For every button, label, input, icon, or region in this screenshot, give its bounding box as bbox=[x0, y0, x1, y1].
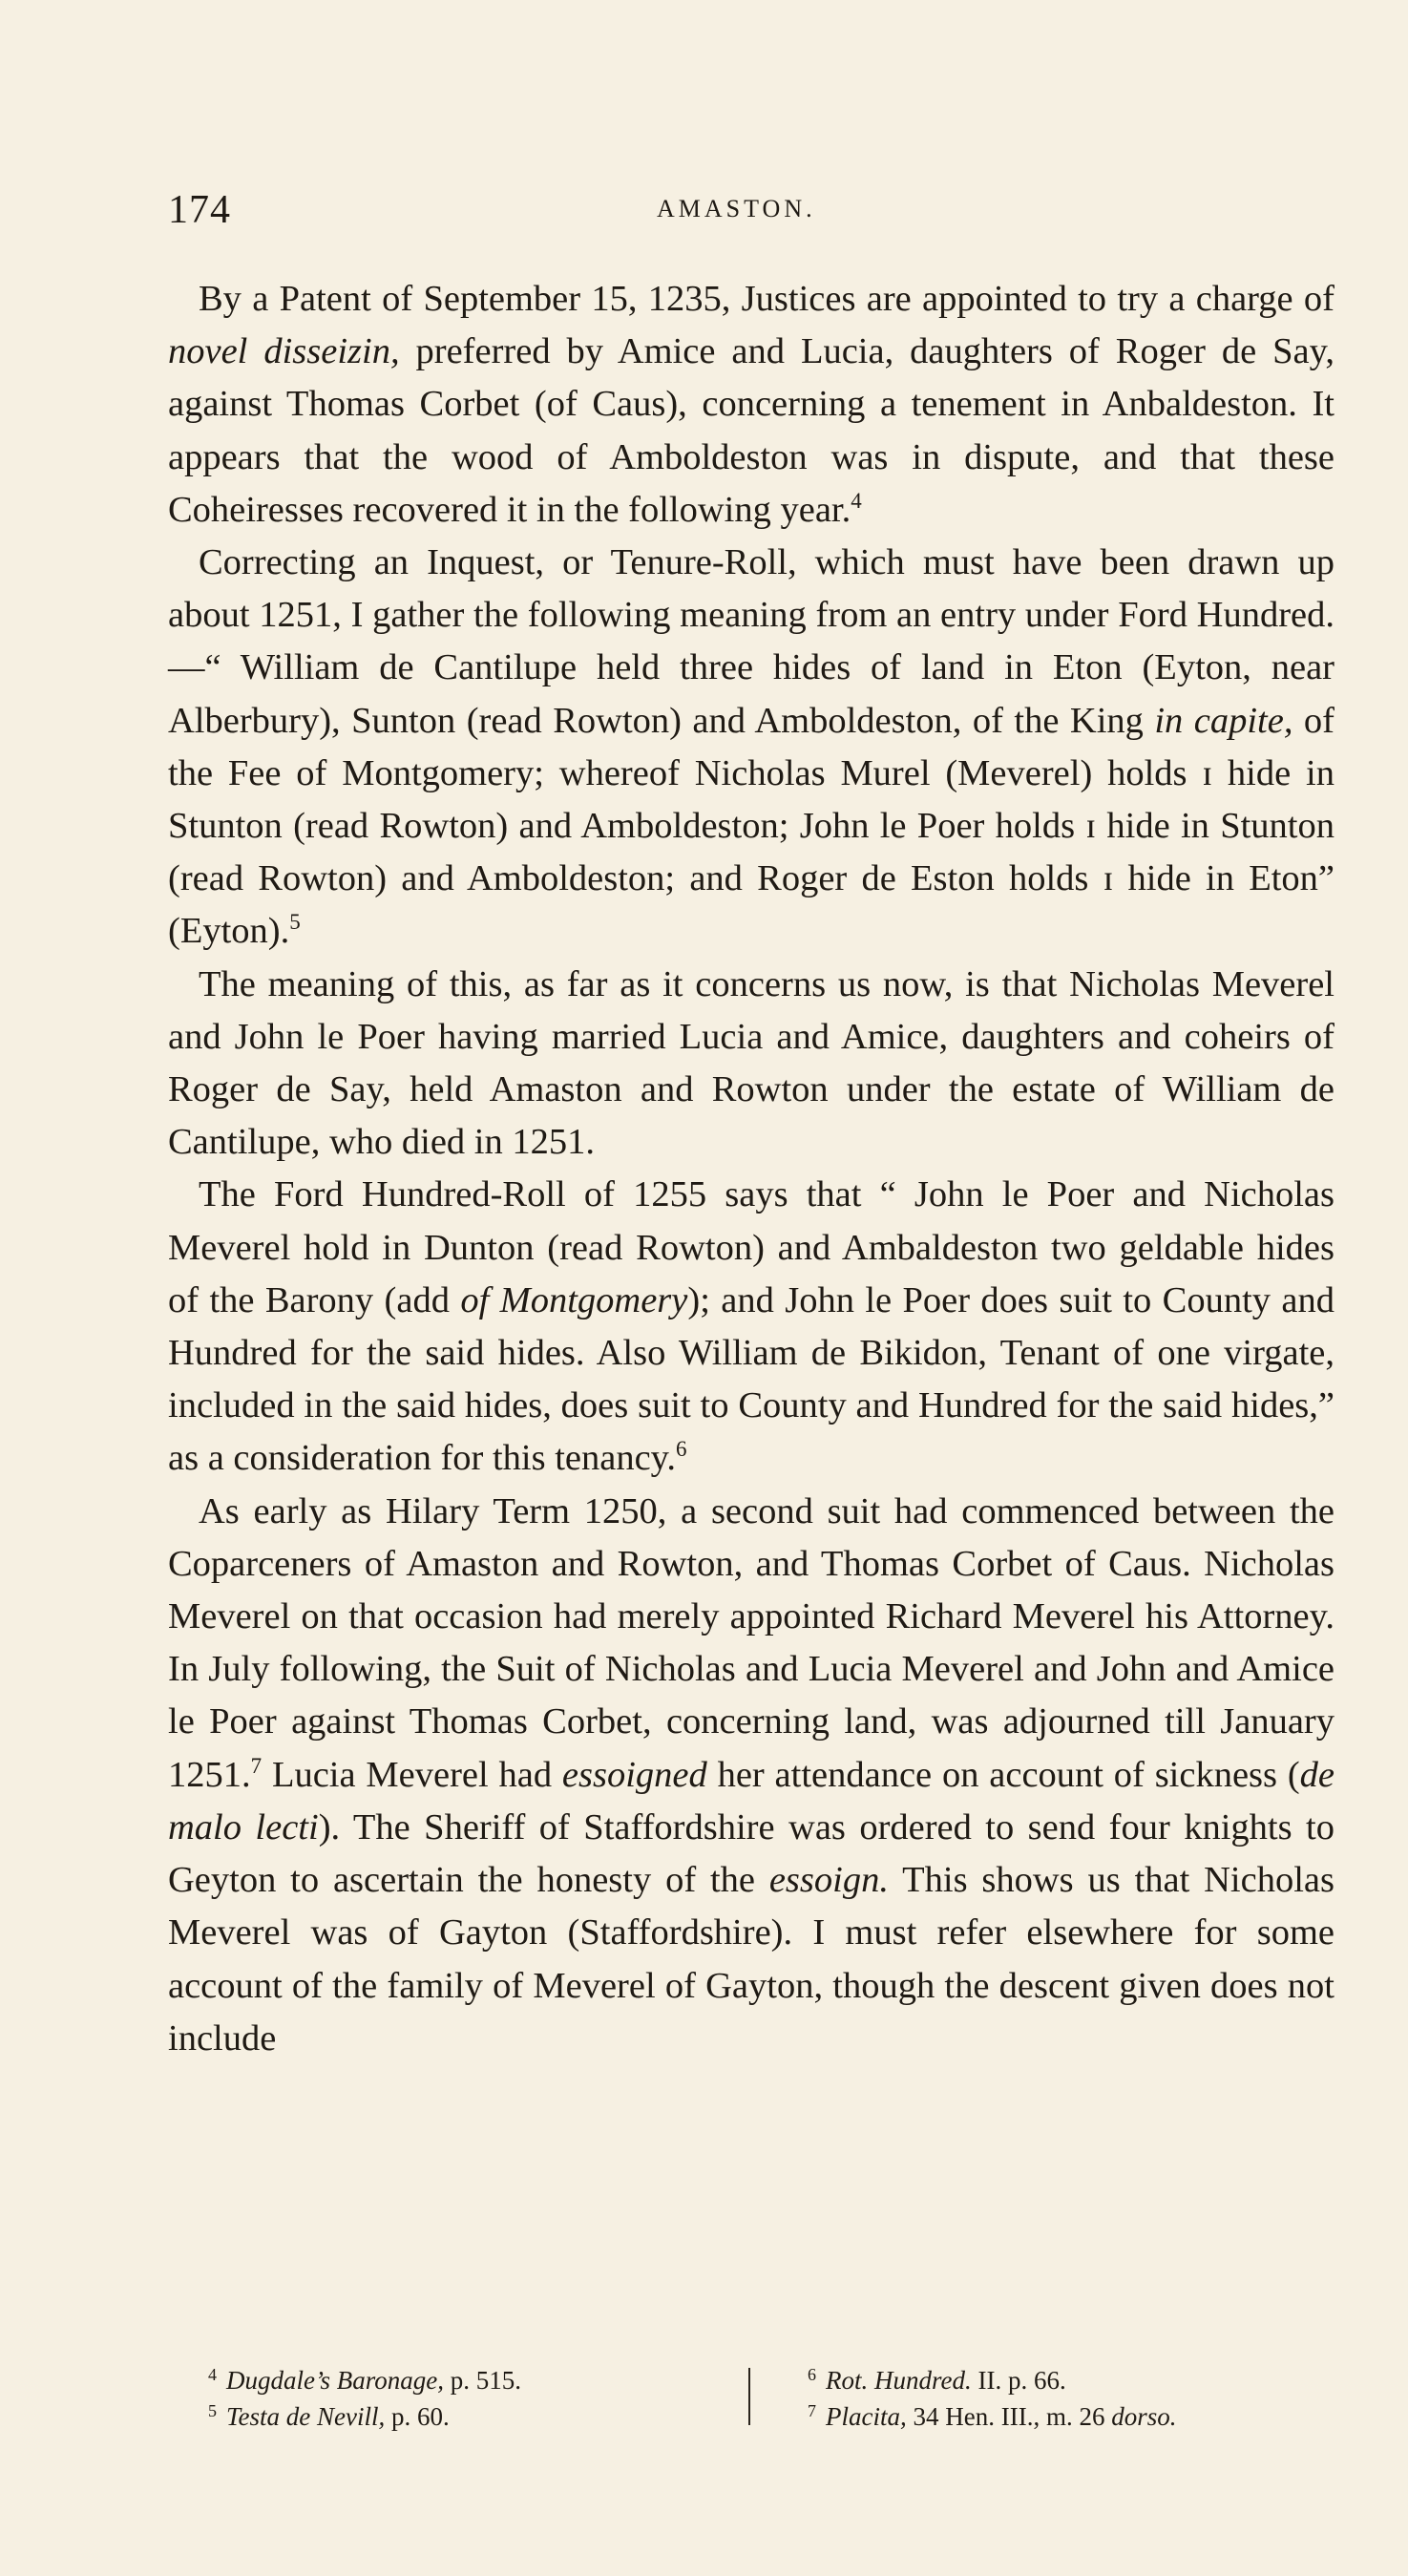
footnote-4 bbox=[208, 2362, 743, 2398]
paragraph-text: Correcting an Inquest, or Tenure-Roll, which must have been drawn up about 1251, I gather the following meaning from an entry under Ford Hundred.—“ William de Cantilupe held three hides of land in Eton (Eyton, near Alberbury), Sunton (read Rowton) and Amboldeston, of the King bbox=[168, 542, 1334, 741]
page-number: 174 bbox=[168, 188, 231, 232]
footnote-7 bbox=[808, 2398, 1342, 2435]
paragraph-text: Lucia Meverel had bbox=[262, 1754, 562, 1795]
footnote-reference: 5 bbox=[289, 910, 301, 935]
footnote-column-divider bbox=[748, 2368, 750, 2425]
paragraph-text: of the Fee of Montgomery; whereof Nicholas Murel (Meverel) holds ɪ hide in Stunton (read Rowton) and Amboldeston; John le Poer holds ɪ hide in Stunton (read Rowton) and Amboldeston; and Roger de Eston holds ɪ hide in Eton” (Eyton). bbox=[168, 700, 1334, 952]
footnote-source-title: Testa de Nevill, bbox=[226, 2402, 386, 2431]
paragraph-text: The Ford Hundred-Roll of 1255 says that “ John le Poer and Nicholas Meverel hold in Dunton (read Rowton) and Ambaldeston two geldable hides of the Barony (add bbox=[168, 1174, 1334, 1320]
italic-term: essoigned bbox=[561, 1754, 707, 1795]
footnote-reference: 4 bbox=[851, 488, 862, 513]
paragraph-5 bbox=[168, 1486, 1334, 2065]
paragraph-text: ); and John le Poer does suit to County and Hundred for the said hides. Also William de Bikidon, Tenant of one virgate, included in the said hides, does suit to County and Hundred for the said hides,” as a consideration for this tenancy. bbox=[168, 1279, 1334, 1479]
paragraph-4 bbox=[168, 1169, 1334, 1485]
italic-term: de malo lecti bbox=[168, 1754, 1334, 1848]
footnote-citation: II. p. 66. bbox=[971, 2366, 1066, 2395]
paragraph-text: As early as Hilary Term 1250, a second suit had commenced between the Coparceners of Amaston and Rowton, and Thomas Corbet of Caus. Nicholas Meverel on that occasion had merely appointed Richard Meverel his Attorney. In July following, the Suit of Nicholas and Lucia Meverel and John and Amice le Poer against Thomas Corbet, concerning land, was adjourned till January 1251. bbox=[168, 1490, 1334, 1795]
footnote-source-title: Placita, bbox=[826, 2402, 907, 2431]
footnote-reference: 7 bbox=[250, 1753, 263, 1778]
footnote-reference: 6 bbox=[676, 1437, 687, 1462]
paragraph-2 bbox=[168, 537, 1334, 959]
footnote-mark: 6 bbox=[808, 2365, 816, 2384]
italic-term: essoign. bbox=[768, 1860, 889, 1901]
paragraph-text: The meaning of this, as far as it concerns us now, is that Nicholas Meverel and John le Poer having married Lucia and Amice, daughters and coheirs of Roger de Say, held Amaston and Rowton under the estate of William de Cantilupe, who died in 1251. bbox=[168, 963, 1334, 1163]
running-title: AMASTON. bbox=[657, 195, 816, 222]
footnote-source-title: Dugdale’s Baronage, bbox=[226, 2366, 444, 2395]
paragraph-text: her attendance on account of sickness ( bbox=[706, 1754, 1300, 1795]
footnote-citation: 34 Hen. III., m. 26 bbox=[906, 2402, 1112, 2431]
body-text bbox=[168, 273, 1334, 2065]
italic-term: novel disseizin, bbox=[168, 331, 400, 372]
footnote-mark: 5 bbox=[208, 2401, 217, 2420]
footnotes bbox=[208, 2362, 1315, 2439]
paragraph-text: preferred by Amice and Lucia, daughters of Roger de Say, against Thomas Corbet (of Caus), concerning a tenement in Anbaldeston. It appears that the wood of Amboldeston was in dispute, and that these Coheiresses recovered it in the following year. bbox=[168, 331, 1335, 530]
italic-term: of Montgomery bbox=[460, 1279, 688, 1320]
footnote-source-title: Rot. Hundred. bbox=[826, 2366, 972, 2395]
paragraph-text: ). The Sheriff of Staffordshire was ordered to send four knights to Geyton to ascertain the honesty of the bbox=[168, 1806, 1334, 1901]
footnote-citation: p. 515. bbox=[443, 2366, 521, 2395]
paragraph-3 bbox=[168, 959, 1334, 1170]
footnote-citation: p. 60. bbox=[385, 2402, 450, 2431]
footnote-mark: 7 bbox=[808, 2401, 816, 2420]
paragraph-text: By a Patent of September 15, 1235, Justices are appointed to try a charge of bbox=[199, 279, 1334, 319]
footnotes-right-column bbox=[808, 2362, 1342, 2435]
footnote-mark: 4 bbox=[208, 2365, 217, 2384]
footnote-5 bbox=[208, 2398, 743, 2435]
italic-term: in capite, bbox=[1154, 700, 1293, 741]
paragraph-1 bbox=[168, 273, 1334, 537]
footnotes-left-column bbox=[208, 2362, 743, 2435]
footnote-citation-italic: dorso. bbox=[1111, 2402, 1177, 2431]
running-head bbox=[168, 187, 1350, 235]
paragraph-text: This shows us that Nicholas Meverel was of Gayton (Staffordshire). I must refer elsewhere for some account of the family of Meverel of Gayton, though the descent given does not include bbox=[168, 1860, 1334, 2059]
footnote-6 bbox=[808, 2362, 1342, 2398]
